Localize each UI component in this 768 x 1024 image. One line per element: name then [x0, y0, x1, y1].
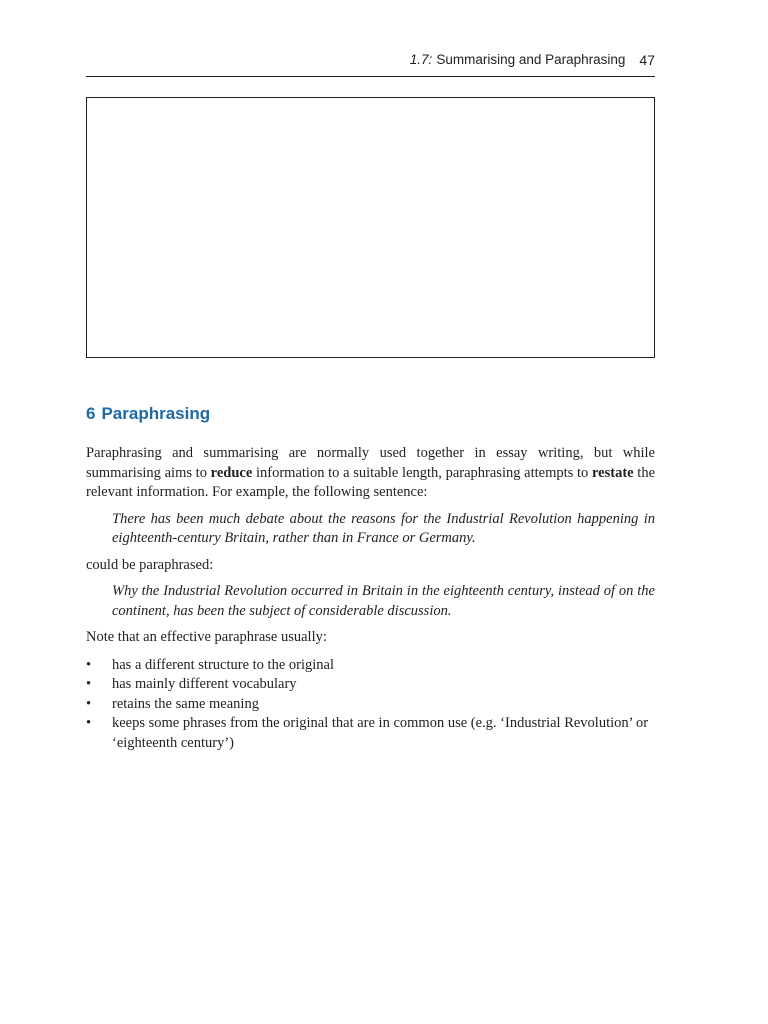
note-text: Note that an effective paraphrase usually: [86, 629, 327, 645]
intro-paragraph [86, 444, 655, 503]
bullet-list [86, 656, 655, 754]
example-quote-paraphrase: Why the Industrial Revolution occurred in Britain in the eighteenth century, instead of on the continent, has been the subject of considerable discussion. [112, 583, 655, 619]
header-section-number: 1.7: [409, 52, 433, 67]
section-heading-title: Paraphrasing [101, 404, 211, 423]
section-heading-number: 6 [86, 404, 96, 423]
list-item: • keeps some phrases from the original that are in common use (e.g. ‘Industrial Revolution’ or ‘eighteenth century’) [86, 714, 655, 753]
intro-text-1: Paraphrasing and summarising are normally used together in essay writing, but while summarising aims to [86, 445, 655, 481]
header-section-title: Summarising and Paraphrasing [436, 52, 626, 67]
intro-bold-restate: restate [591, 464, 634, 481]
list-item: • has a different structure to the original [86, 656, 655, 676]
intro-bold-reduce: reduce [210, 464, 253, 481]
section-heading [86, 404, 210, 424]
example-quote-original: There has been much debate about the reasons for the Industrial Revolution happening in eighteenth-century Britain, rather than in France or Germany. [112, 510, 655, 546]
transition-text: could be paraphrased: [86, 556, 214, 573]
list-item: • retains the same meaning [86, 695, 655, 715]
running-header [86, 52, 655, 77]
intro-text-2: information to a suitable length, paraphrasing attempts to [252, 464, 592, 481]
page-number: 47 [639, 52, 655, 68]
body-text [86, 444, 655, 753]
empty-framed-box [86, 97, 655, 358]
list-item: • has mainly different vocabulary [86, 675, 655, 695]
intro-text-3: the relevant information. For example, the following sentence: [86, 464, 656, 500]
